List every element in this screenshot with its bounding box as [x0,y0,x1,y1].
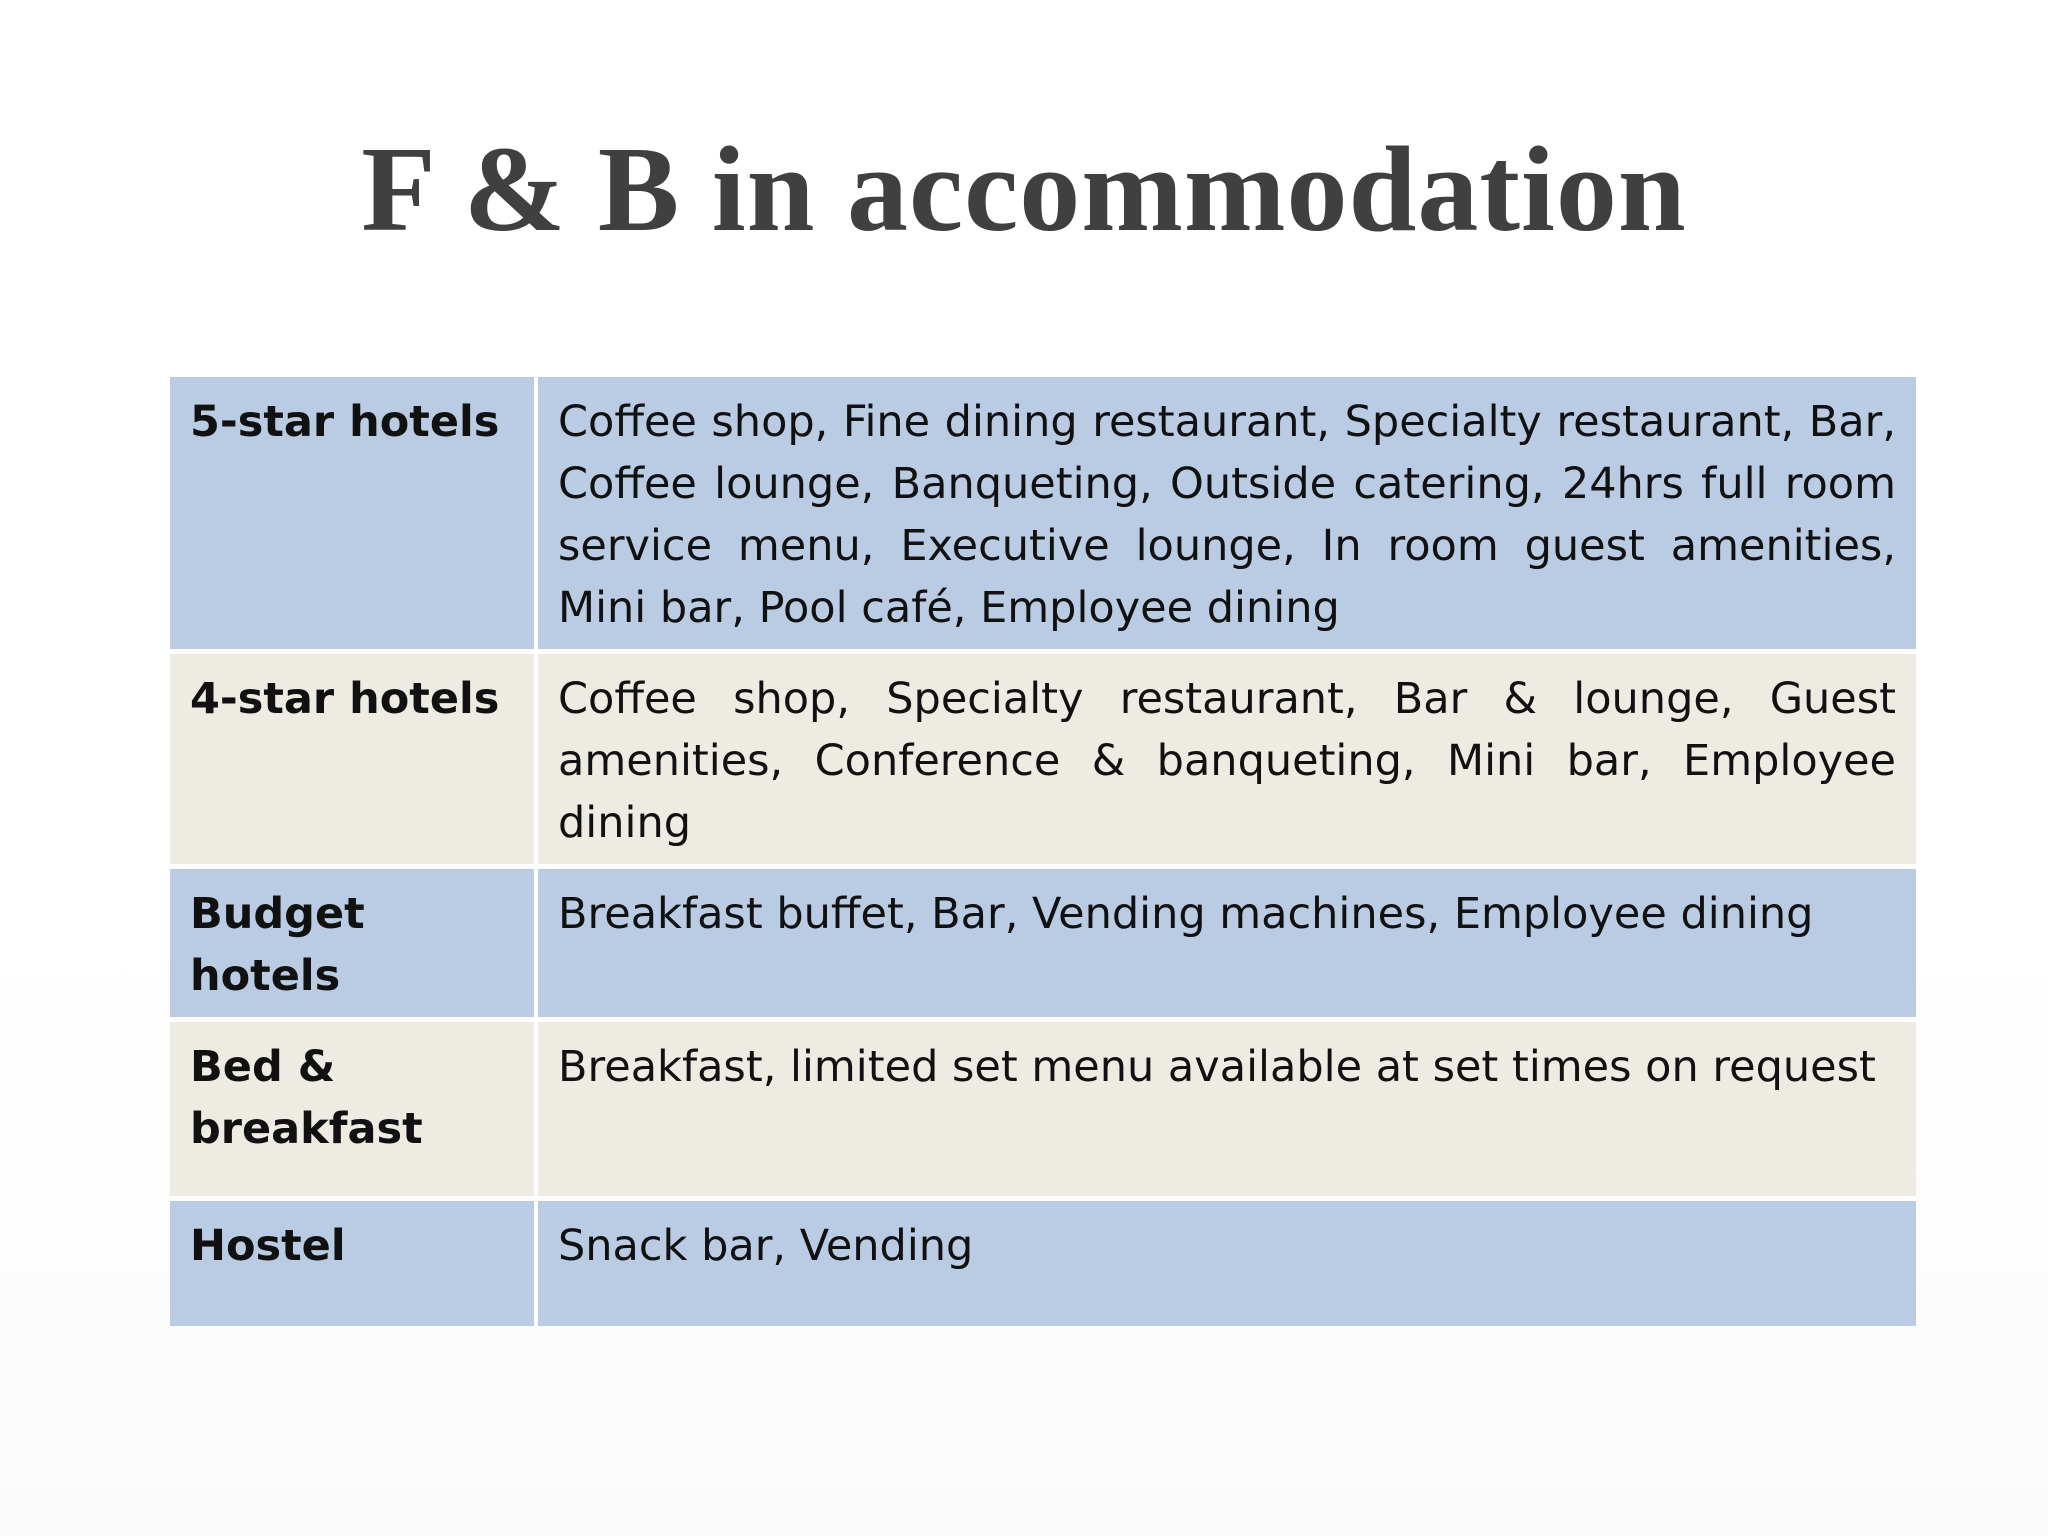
table-row [170,1017,1916,1196]
facilities-cell: Breakfast, limited set menu available at set times on request [538,1017,1916,1196]
facilities-cell: Breakfast buffet, Bar, Vending machines, Employee dining [538,864,1916,1017]
category-cell: 5-star hotels [170,377,538,649]
table-row [170,649,1916,864]
facilities-cell: Snack bar, Vending [538,1196,1916,1326]
table-row [170,1196,1916,1326]
slide-title: F & B in accommodation [361,122,1687,257]
table-row [170,864,1916,1017]
category-cell: 4-star hotels [170,649,538,864]
fb-accommodation-table [170,377,1916,1326]
facilities-cell: Coffee shop, Fine dining restaurant, Specialty restaurant, Bar, Coffee lounge, Banqueting, Outside catering, 24hrs full room service menu, Executive lounge, In room guest amenities, Mini bar, Pool café, Employee dining [538,377,1916,649]
category-cell: Budget hotels [170,864,538,1017]
category-cell: Bed & breakfast [170,1017,538,1196]
category-cell: Hostel [170,1196,538,1326]
table-row [170,377,1916,649]
facilities-cell: Coffee shop, Specialty restaurant, Bar & lounge, Guest amenities, Conference & banqueting, Mini bar, Employee dining [538,649,1916,864]
